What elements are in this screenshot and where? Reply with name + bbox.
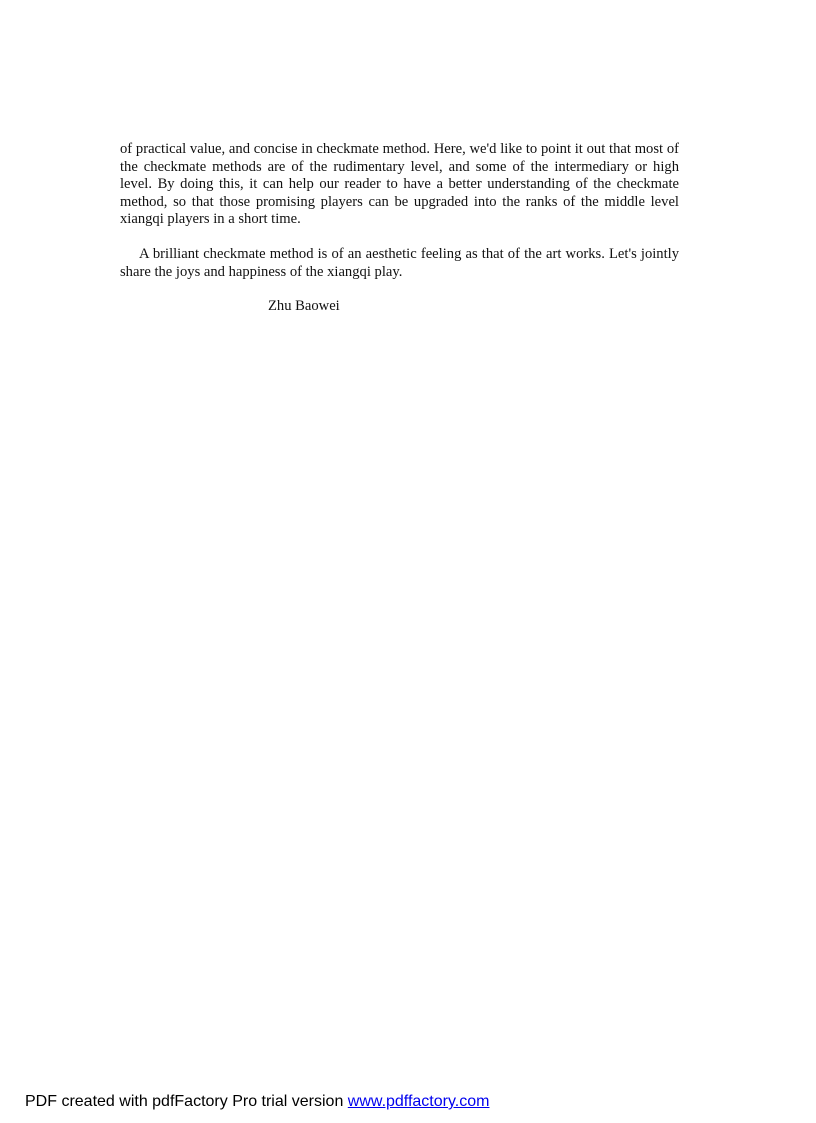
- pdf-footer: [25, 1092, 489, 1112]
- paragraph-checkmate-aesthetic: A brilliant checkmate method is of an aesthetic feeling as that of the art works. Let's jointly share the joys and happiness of the xiangqi play.: [120, 245, 679, 280]
- document-body: [120, 141, 679, 316]
- footer-text: PDF created with pdfFactory Pro trial version: [25, 1093, 348, 1110]
- paragraph-continued: of practical value, and concise in checkmate method. Here, we'd like to point it out that most of the checkmate methods are of the rudimentary level, and some of the intermediary or high level. By doing this, it can help our reader to have a better understanding of the checkmate method, so that those promising players can be upgraded into the ranks of the middle level xiangqi players in a short time.: [120, 141, 679, 228]
- pdffactory-link[interactable]: www.pdffactory.com: [347, 1093, 490, 1110]
- author-signature: Zhu Baowei: [268, 298, 340, 315]
